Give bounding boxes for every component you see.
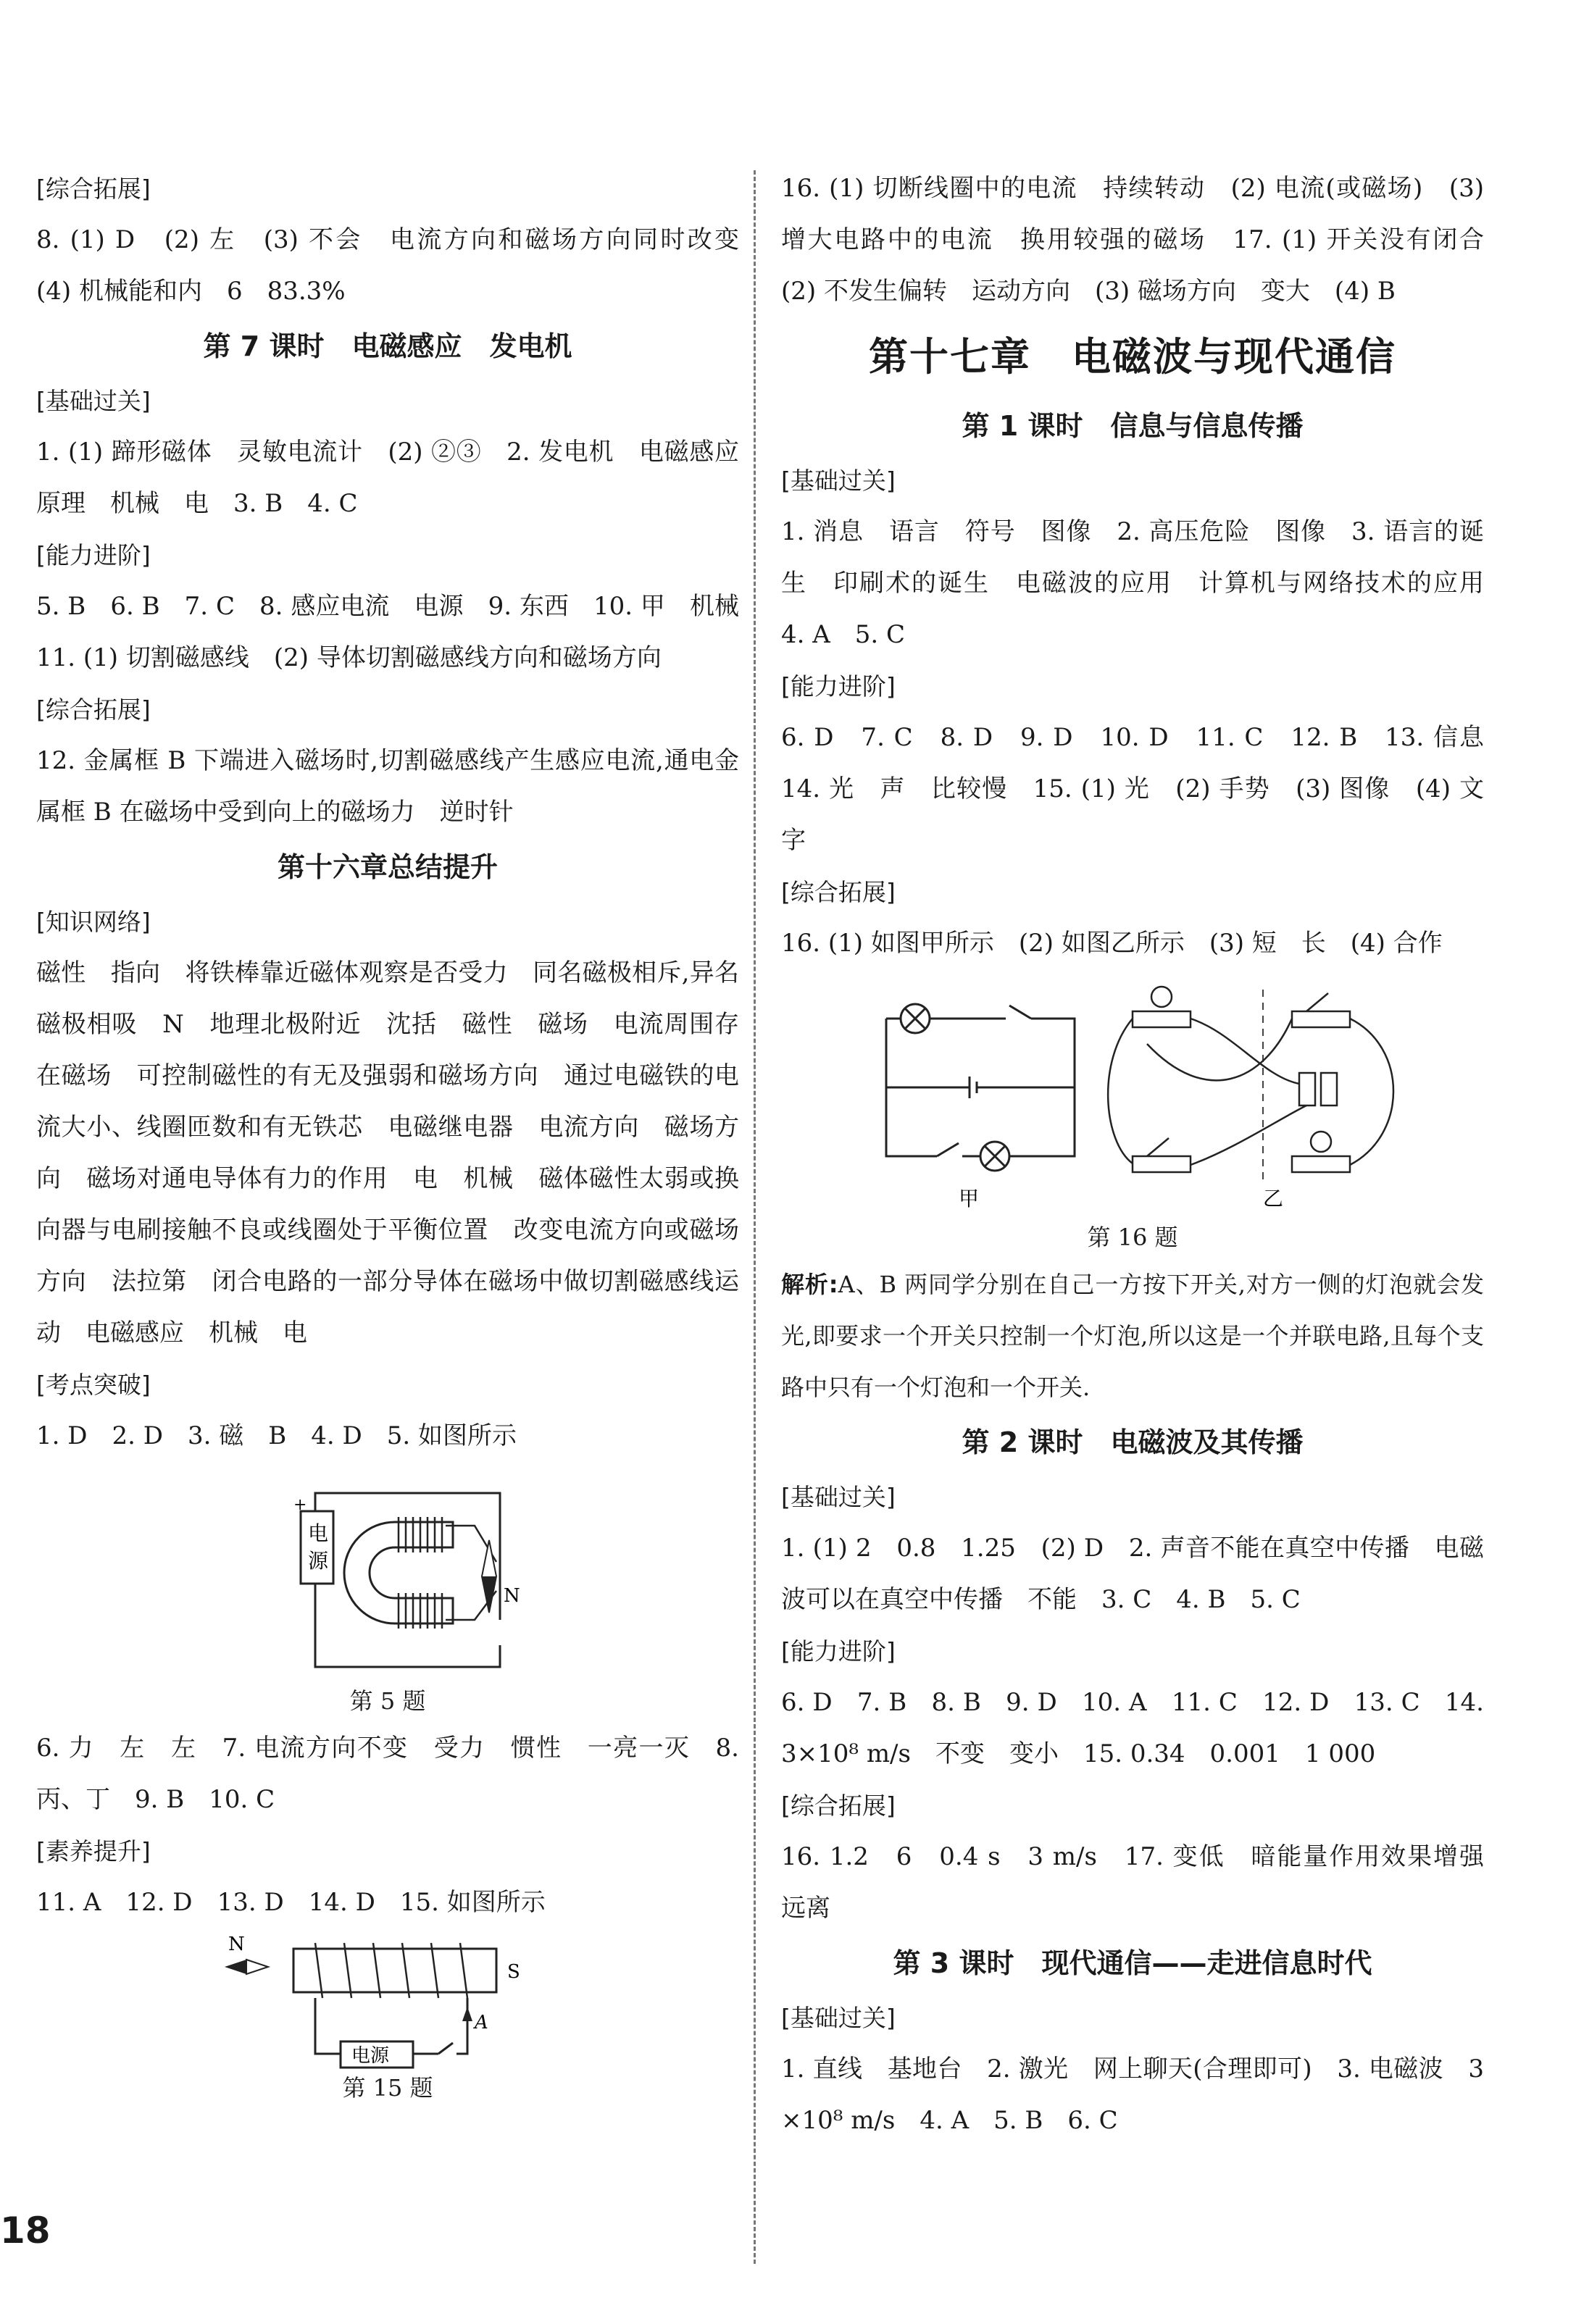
answer-paragraph: 1. 直线 基地台 2. 激光 网上聊天(合理即可) 3. 电磁波 3×10⁸ m/s 4. A 5. B 6. C [781,2055,1484,2135]
analysis-paragraph [781,1259,1484,1413]
analysis-text: A、B 两同学分别在自己一方按下开关,对方一侧的灯泡就会发光,即要求一个开关只控制一个灯泡,所以这是一个并联电路,且每个支路中只有一个灯泡和一个开关. [781,1271,1484,1401]
figure-16 [781,975,1484,1253]
figure-caption: 第 15 题 [342,2074,433,2102]
answer-paragraph: 16. 1.2 6 0.4 s 3 m/s 17. 变低 暗能量作用效果增强 远离 [781,1842,1509,1923]
section-heading: [综合拓展] [36,175,151,203]
figure-5 [36,1468,739,1717]
answer-paragraph: 8. (1) D (2) 左 (3) 不会 电流方向和磁场方向同时改变 (4) 机械能和内 6 83.3% [36,225,764,306]
section-heading: [基础过关] [36,387,151,415]
lesson-title: 第 3 课时 现代通信——走进信息时代 [893,1947,1372,1979]
figure-caption: 第 5 题 [349,1687,426,1715]
answer-paragraph: 6. 力 左 左 7. 电流方向不变 受力 惯性 一亮一灭 8. 丙、丁 9. B 10. C [36,1734,739,1814]
north-label: N [228,1934,245,1955]
section-heading: [综合拓展] [36,695,151,724]
diagram-label-yi: 乙 [1263,1187,1284,1211]
answer-paragraph: 11. A 12. D 13. D 14. D 15. 如图所示 [36,1888,546,1917]
answer-paragraph: 1. D 2. D 3. 磁 B 4. D 5. 如图所示 [36,1421,517,1450]
power-source-label: 电源 [351,2045,390,2067]
analysis-label: 解析: [781,1271,838,1298]
answer-paragraph: 1. 消息 语言 符号 图像 2. 高压危险 图像 3. 语言的诞生 印刷术的诞生 电磁波的应用 计算机与网络技术的应用 4. A 5. C [781,517,1509,649]
knowledge-network-text: 磁性 指向 将铁棒靠近磁体观察是否受力 同名磁极相斥,异名磁极相吸 N 地理北极附近 沈括 磁性 磁场 电流周围存在磁场 可控制磁性的有无及强弱和磁场方向 通过电磁铁的电流大小、线圈匝数和有无铁芯 电磁继电器 电流方向 磁场方向 磁场对通电导体有力的作用 电 机械 磁体磁性太弱或换向器与电刷接触不良或线圈处于平衡位置 改变电流方向或磁场方向 法拉第 闭合电路的一部分导体在磁场中做切割磁感线运动 电磁感应 机械 电 [36,958,739,1347]
section-heading: [基础过关] [781,467,896,495]
figure-15 [36,1934,739,2104]
section-heading: [基础过关] [781,1483,896,1511]
chapter-summary-title: 第十六章总结提升 [277,851,498,883]
answer-paragraph: 16. (1) 如图甲所示 (2) 如图乙所示 (3) 短 长 (4) 合作 [781,929,1443,958]
plus-sign: + [293,1496,307,1514]
lesson-title: 第 2 课时 电磁波及其传播 [962,1426,1304,1458]
diagram-label-jia: 甲 [959,1187,980,1211]
page-number: 18 [0,2210,51,2252]
lesson-title: 第 1 课时 信息与信息传播 [962,410,1304,442]
section-heading: [能力进阶] [781,1637,896,1665]
parallel-circuit-diagram [857,975,1408,1221]
answer-paragraph: 6. D 7. B 8. B 9. D 10. A 11. C 12. D 13. C 14. 3×10⁸ m/s 不变 变小 15. 0.34 0.001 1 000 [781,1688,1484,1768]
section-heading: [能力进阶] [781,672,896,701]
solenoid-diagram [221,1934,554,2072]
south-label: S [507,1961,520,1983]
section-heading: [素养提升] [36,1837,151,1865]
answer-paragraph: 5. B 6. B 7. C 8. 感应电流 电源 9. 东西 10. 甲 机械 11. (1) 切割磁感线 (2) 导体切割磁感线方向和磁场方向 [36,592,764,672]
section-heading: [基础过关] [781,2004,896,2032]
section-heading: [考点突破] [36,1371,151,1399]
section-heading: [能力进阶] [36,541,151,569]
right-column [781,163,1509,2147]
section-heading: [综合拓展] [781,1792,896,1820]
figure-caption: 第 16 题 [1087,1224,1178,1251]
answer-paragraph: 1. (1) 2 0.8 1.25 (2) D 2. 声音不能在真空中传播 电磁波可以在真空中传播 不能 3. C 4. B 5. C [781,1534,1484,1614]
answer-paragraph: 1. (1) 蹄形磁体 灵敏电流计 (2) ②③ 2. 发电机 电磁感应原理 机械 电 3. B 4. C [36,438,739,518]
power-label-2: 源 [308,1549,329,1573]
left-column [36,163,764,2110]
answer-paragraph: 6. D 7. C 8. D 9. D 10. D 11. C 12. B 13. 信息 14. 光 声 比较慢 15. (1) 光 (2) 手势 (3) 图像 (4) 文字 [781,723,1509,855]
section-heading: [综合拓展] [781,878,896,906]
answer-paragraph: 16. (1) 切断线圈中的电流 持续转动 (2) 电流(或磁场) (3) 增大电路中的电流 换用较强的磁场 17. (1) 开关没有闭合 (2) 不发生偏转 运动方向 (3) 磁场方向 变大 (4) B [781,174,1509,306]
chapter-title: 第十七章 电磁波与现代通信 [869,334,1396,380]
north-label: N [504,1585,520,1607]
power-label-1: 电 [308,1521,329,1545]
answer-paragraph: 12. 金属框 B 下端进入磁场时,切割磁感线产生感应电流,通电金属框 B 在磁场中受到向上的磁场力 逆时针 [36,746,739,827]
current-label: A [475,2012,488,2034]
column-divider [754,170,756,2264]
section-heading: [知识网络] [36,908,151,936]
lesson-title: 第 7 课时 电磁感应 发电机 [203,330,572,362]
electromagnet-diagram [243,1468,533,1685]
